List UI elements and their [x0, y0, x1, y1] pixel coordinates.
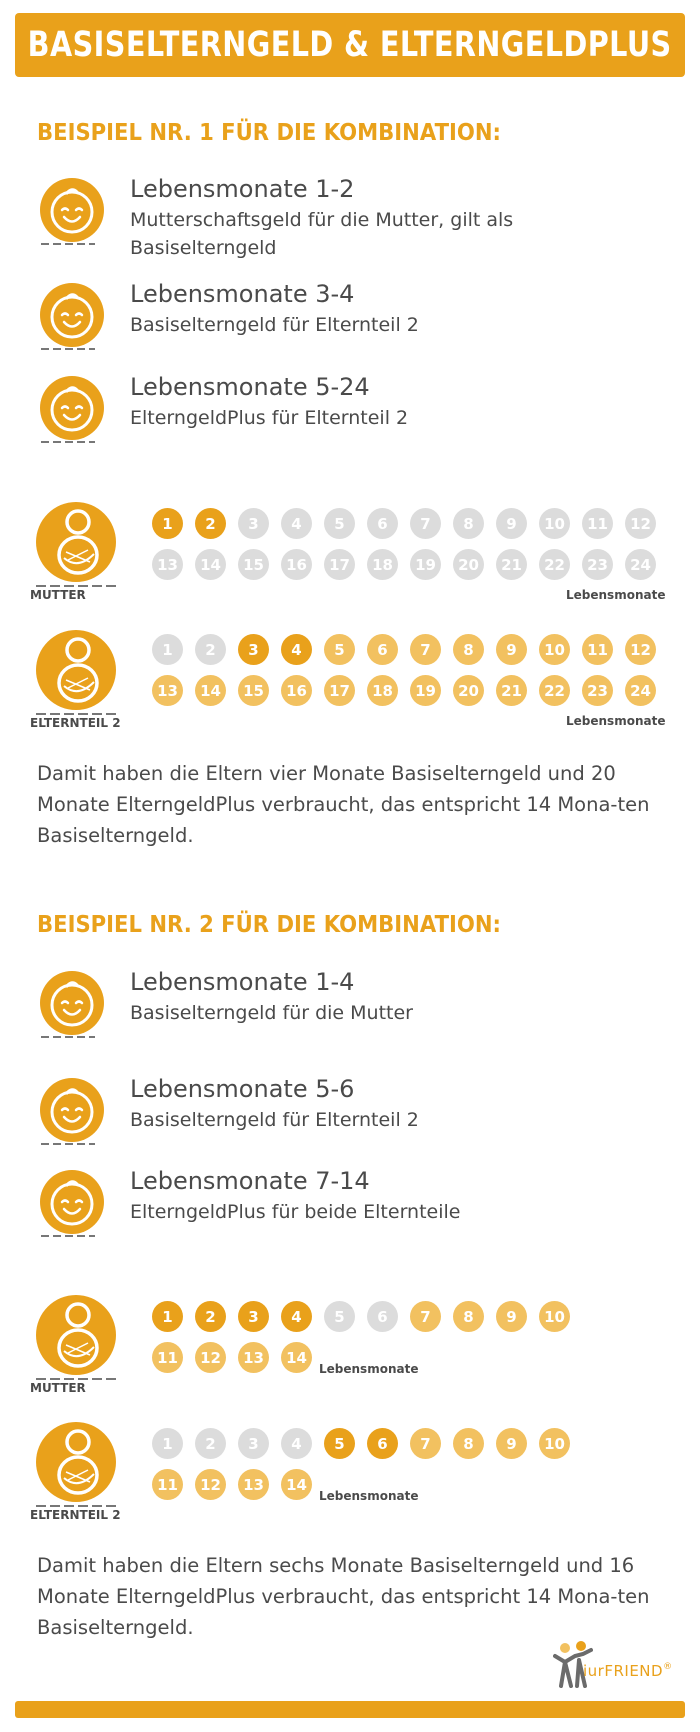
month-circle-23: 23: [582, 675, 613, 706]
baby-face-icon: [37, 373, 107, 443]
item-heading: Lebensmonate 3-4: [130, 280, 355, 308]
month-circle-13: 13: [152, 549, 183, 580]
baby-face-icon: [37, 1167, 107, 1237]
month-circle-15: 15: [238, 549, 269, 580]
month-circle-1: 1: [152, 634, 183, 665]
month-circle-7: 7: [410, 634, 441, 665]
month-circle-14: 14: [281, 1342, 312, 1373]
month-circle-15: 15: [238, 675, 269, 706]
month-circle-1: 1: [152, 1428, 183, 1459]
month-circle-9: 9: [496, 1301, 527, 1332]
baby-face-icon: [37, 280, 107, 350]
month-circle-19: 19: [410, 549, 441, 580]
month-circle-11: 11: [152, 1342, 183, 1373]
month-circle-7: 7: [410, 1301, 441, 1332]
month-circle-10: 10: [539, 508, 570, 539]
month-circle-5: 5: [324, 634, 355, 665]
month-circle-5: 5: [324, 1428, 355, 1459]
month-circle-11: 11: [152, 1469, 183, 1500]
item-heading: Lebensmonate 1-4: [130, 968, 355, 996]
month-circle-19: 19: [410, 675, 441, 706]
month-circle-14: 14: [195, 549, 226, 580]
logo-registered-mark: ®: [663, 1662, 673, 1672]
months-axis-label: Lebensmonate: [566, 588, 666, 602]
months-axis-label: Lebensmonate: [319, 1362, 419, 1376]
month-circle-16: 16: [281, 549, 312, 580]
footer-bar: [15, 1701, 685, 1718]
month-circle-20: 20: [453, 549, 484, 580]
month-circle-14: 14: [195, 675, 226, 706]
month-circle-1: 1: [152, 1301, 183, 1332]
month-circle-18: 18: [367, 549, 398, 580]
person-label: MUTTER: [30, 1381, 86, 1395]
pregnant-figure-icon: [34, 1420, 122, 1508]
logo-wordmark: iurFRIEND: [583, 1662, 664, 1680]
month-circle-4: 4: [281, 1301, 312, 1332]
months-axis-label: Lebensmonate: [566, 714, 666, 728]
month-circle-16: 16: [281, 675, 312, 706]
logo-text: [583, 1662, 672, 1680]
pregnant-figure-icon: [34, 628, 122, 716]
month-circle-8: 8: [453, 634, 484, 665]
month-circle-22: 22: [539, 675, 570, 706]
months-axis-label: Lebensmonate: [319, 1489, 419, 1503]
month-circle-12: 12: [625, 508, 656, 539]
month-circle-2: 2: [195, 1428, 226, 1459]
month-circle-17: 17: [324, 549, 355, 580]
month-circle-4: 4: [281, 634, 312, 665]
month-circle-13: 13: [238, 1342, 269, 1373]
example2-title: BEISPIEL NR. 2 FÜR DIE KOMBINATION:: [37, 910, 502, 938]
month-circle-4: 4: [281, 1428, 312, 1459]
item-description: ElterngeldPlus für Elternteil 2: [130, 407, 409, 429]
iurfriend-logo: [553, 1640, 688, 1690]
item-description: ElterngeldPlus für beide Elternteile: [130, 1201, 461, 1223]
header-banner: [15, 13, 685, 77]
month-circle-11: 11: [582, 634, 613, 665]
month-circle-4: 4: [281, 508, 312, 539]
month-circle-9: 9: [496, 634, 527, 665]
item-heading: Lebensmonate 5-24: [130, 373, 370, 401]
month-circle-5: 5: [324, 508, 355, 539]
month-circle-24: 24: [625, 549, 656, 580]
pregnant-figure-icon: [34, 1293, 122, 1381]
month-circle-21: 21: [496, 549, 527, 580]
page-title: BASISELTERNGELD & ELTERNGELDPLUS: [28, 25, 672, 65]
month-circle-24: 24: [625, 675, 656, 706]
example2-summary: Damit haben die Eltern sechs Monate Basiselterngeld und 16 Monate ElterngeldPlus verbraucht, das entspricht 14 Mona-ten Basiselterngeld.: [37, 1554, 650, 1639]
person-label: ELTERNTEIL 2: [30, 1508, 121, 1522]
month-circle-20: 20: [453, 675, 484, 706]
month-circle-12: 12: [195, 1342, 226, 1373]
month-circle-5: 5: [324, 1301, 355, 1332]
month-circle-22: 22: [539, 549, 570, 580]
month-circle-6: 6: [367, 634, 398, 665]
month-circle-2: 2: [195, 634, 226, 665]
baby-face-icon: [37, 175, 107, 245]
item-description: Mutterschaftsgeld für die Mutter, gilt als Basiselterngeld: [130, 209, 514, 259]
month-circle-13: 13: [152, 675, 183, 706]
month-circle-11: 11: [582, 508, 613, 539]
month-circle-8: 8: [453, 1301, 484, 1332]
month-circle-10: 10: [539, 1301, 570, 1332]
month-circle-7: 7: [410, 508, 441, 539]
person-label: MUTTER: [30, 588, 86, 602]
item-heading: Lebensmonate 5-6: [130, 1075, 355, 1103]
month-circle-10: 10: [539, 1428, 570, 1459]
month-circle-12: 12: [625, 634, 656, 665]
month-circle-14: 14: [281, 1469, 312, 1500]
month-circle-6: 6: [367, 1428, 398, 1459]
month-circle-8: 8: [453, 1428, 484, 1459]
month-circle-23: 23: [582, 549, 613, 580]
month-circle-8: 8: [453, 508, 484, 539]
month-circle-13: 13: [238, 1469, 269, 1500]
month-circle-6: 6: [367, 1301, 398, 1332]
example1-title: BEISPIEL NR. 1 FÜR DIE KOMBINATION:: [37, 118, 502, 146]
month-circle-1: 1: [152, 508, 183, 539]
month-circle-9: 9: [496, 508, 527, 539]
month-circle-3: 3: [238, 634, 269, 665]
month-circle-3: 3: [238, 1428, 269, 1459]
month-circle-3: 3: [238, 1301, 269, 1332]
month-circle-2: 2: [195, 1301, 226, 1332]
month-circle-18: 18: [367, 675, 398, 706]
month-circle-9: 9: [496, 1428, 527, 1459]
month-circle-10: 10: [539, 634, 570, 665]
month-circle-3: 3: [238, 508, 269, 539]
item-description: Basiselterngeld für Elternteil 2: [130, 1109, 419, 1131]
pregnant-figure-icon: [34, 500, 122, 588]
baby-face-icon: [37, 1075, 107, 1145]
baby-face-icon: [37, 968, 107, 1038]
item-description: Basiselterngeld für Elternteil 2: [130, 314, 419, 336]
month-circle-7: 7: [410, 1428, 441, 1459]
item-heading: Lebensmonate 7-14: [130, 1167, 370, 1195]
example1-summary: Damit haben die Eltern vier Monate Basiselterngeld und 20 Monate ElterngeldPlus verbraucht, das entspricht 14 Mona-ten Basiselterngeld.: [37, 762, 650, 847]
item-description: Basiselterngeld für die Mutter: [130, 1002, 413, 1024]
person-label: ELTERNTEIL 2: [30, 716, 121, 730]
month-circle-2: 2: [195, 508, 226, 539]
month-circle-21: 21: [496, 675, 527, 706]
month-circle-6: 6: [367, 508, 398, 539]
month-circle-17: 17: [324, 675, 355, 706]
item-heading: Lebensmonate 1-2: [130, 175, 355, 203]
month-circle-12: 12: [195, 1469, 226, 1500]
